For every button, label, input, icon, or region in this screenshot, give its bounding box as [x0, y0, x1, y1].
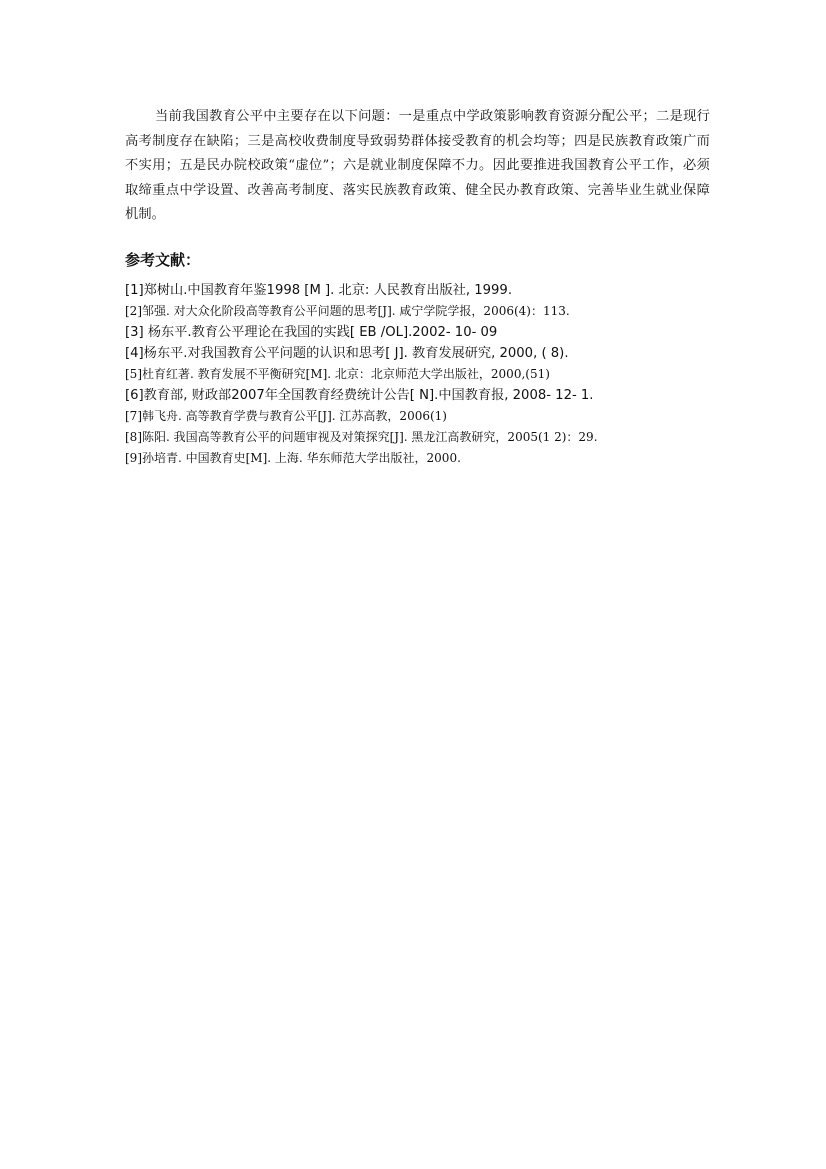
reference-item: [2]邹强. 对大众化阶段高等教育公平问题的思考[J]. 咸宁学院学报，2006(4)：113. — [125, 304, 570, 318]
reference-item: [4]杨东平.对我国教育公平问题的认识和思考[ J]. 教育发展研究, 2000, ( 8). — [125, 346, 569, 361]
references-heading: 参考文献： — [125, 251, 201, 269]
body-paragraph: 当前我国教育公平中主要存在以下问题：一是重点中学政策影响教育资源分配公平；二是现行高考制度存在缺陷；三是高校收费制度导致弱势群体接受教育的机会均等；四是民族教育政策广而不实用；五是民办院校政策“虚位”；六是就业制度保障不力。因此要推进我国教育公平工作，必须取缔重点中学设置、改善高考制度、落实民族教育政策、健全民办教育政策、完善毕业生就业保障机制。 — [125, 109, 710, 222]
reference-item: [3] 杨东平.教育公平理论在我国的实践[ EB /OL].2002- 10- 09 — [125, 325, 498, 340]
reference-item: [1]郑树山.中国教育年鉴1998 [M ]. 北京: 人民教育出版社, 1999. — [125, 283, 513, 298]
references-list — [125, 280, 710, 469]
reference-item: [8]陈阳. 我国高等教育公平的问题审视及对策探究[J]. 黑龙江高教研究，2005(1 2)：29. — [125, 430, 598, 444]
reference-item: [9]孙培青. 中国教育史[M]. 上海. 华东师范大学出版社，2000. — [125, 451, 461, 465]
reference-item: [5]杜育红著. 教育发展不平衡研究[M]. 北京：北京师范大学出版社，2000,(51) — [125, 367, 550, 381]
reference-item: [7]韩飞舟. 高等教育学费与教育公平[J]. 江苏高教，2006(1) — [125, 409, 447, 423]
reference-item: [6]教育部, 财政部2007年全国教育经费统计公告[ N].中国教育报, 2008- 12- 1. — [125, 388, 594, 403]
